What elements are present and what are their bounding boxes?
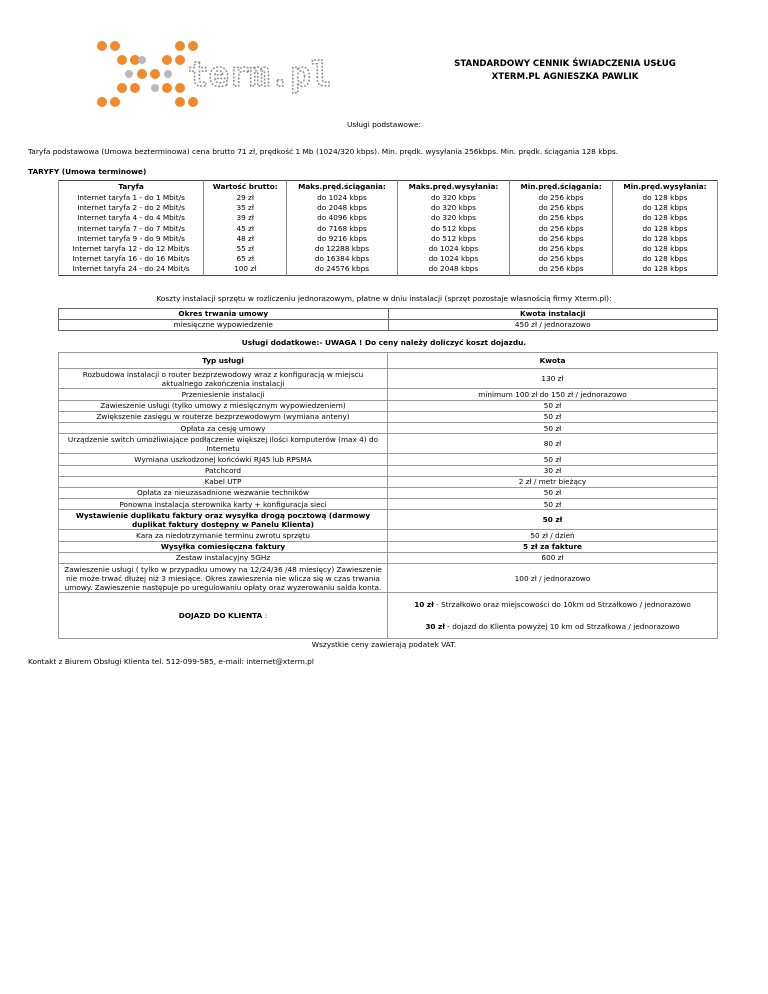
tariff-cell: 29 zł [204,193,287,203]
basic-tariff-text: Taryfa podstawowa (Umowa bezterminowa) cena brutto 71 zł, prędkość 1 Mb (1024/320 kbps). Min. prędk. wysyłania 256kbps. Min. prędk. ściągania 128 kbps. [28,147,619,156]
service-name: Zwiększenie zasięgu w routerze bezprzewodowym (wymiana anteny) [59,411,388,422]
tariffs-col-header: Min.pręd.wysyłania: [612,181,717,194]
tariff-cell: do 128 kbps [612,224,717,234]
tariff-cell: do 4096 kbps [287,213,397,223]
tariff-cell: Internet taryfa 9 - do 9 Mbit/s [59,234,204,244]
tariffs-header-row [59,181,718,194]
dojazd-line-1 [392,594,713,616]
table-row [59,564,718,593]
tariff-cell: do 256 kbps [510,203,613,213]
tariff-cell: 39 zł [204,213,287,223]
install-col-amount: Kwota instalacji [388,309,718,320]
table-row [59,499,718,510]
table-row [59,320,718,331]
dojazd-amount-2: 30 zł [425,621,445,631]
service-price: 80 zł [388,434,718,454]
table-row [59,193,718,203]
services-col-amount: Kwota [388,353,718,369]
table-row [59,400,718,411]
tariffs-col-header: Taryfa [59,181,204,194]
table-row [59,510,718,530]
tariff-cell: Internet taryfa 7 - do 7 Mbit/s [59,224,204,234]
services-header-row [59,353,718,369]
service-name: Patchcord [59,465,388,476]
tariff-cell: Internet taryfa 4 - do 4 Mbit/s [59,213,204,223]
tariff-cell: do 16384 kbps [287,254,397,264]
service-name: Zawieszenie usługi (tylko umowy z miesięcznym wypowiedzeniem) [59,400,388,411]
tariffs-col-header: Maks.pręd.ściągania: [287,181,397,194]
tariffs-table [58,180,718,276]
service-name: Urządzenie switch umożliwiające podłączenie większej ilości komputerów (max 4) do Internetu [59,434,388,454]
service-price: minimum 100 zł do 150 zł / jednorazowo [388,389,718,400]
table-row [59,203,718,213]
tariff-cell: do 320 kbps [397,213,510,223]
dojazd-row [59,593,718,639]
install-note: Koszty instalacji sprzętu w rozliczeniu jednorazowym, płatne w dniu instalacji (sprzęt pozostaje własnością firmy Xterm.pl): [156,294,612,303]
service-price: 50 zł / dzień [388,530,718,541]
tariff-cell: do 128 kbps [612,234,717,244]
tariff-cell: Internet taryfa 1 - do 1 Mbit/s [59,193,204,203]
tariff-cell: do 256 kbps [510,193,613,203]
table-row [59,389,718,400]
tariff-cell: do 1024 kbps [397,254,510,264]
service-price: 5 zł za fakture [388,541,718,552]
tariff-cell: do 128 kbps [612,193,717,203]
extra-services-heading: Usługi dodatkowe:- UWAGA ! Do ceny należy doliczyć koszt dojazdu. [241,338,527,347]
tariff-cell: Internet taryfa 16 - do 16 Mbit/s [59,254,204,264]
service-name: Zestaw instalacyjny 5GHz [59,552,388,563]
service-name: Rozbudowa instalacji o router bezprzewodowy wraz z konfiguracją w miejscu aktualnego zakończenia instalacji [59,369,388,389]
tariff-cell: do 7168 kbps [287,224,397,234]
tariffs-col-header: Min.pręd.ściągania: [510,181,613,194]
tariff-cell: do 256 kbps [510,254,613,264]
table-row [59,541,718,552]
table-row [59,213,718,223]
service-name: Wystawienie duplikatu faktury oraz wysyłka drogą pocztową (darmowy duplikat faktury dostępny w Panelu Klienta) [59,510,388,530]
tariff-cell: Internet taryfa 2 - do 2 Mbit/s [59,203,204,213]
service-price: 2 zł / metr bieżący [388,476,718,487]
service-price: 50 zł [388,422,718,433]
tariff-cell: do 24576 kbps [287,264,397,275]
table-row [59,476,718,487]
service-price: 50 zł [388,510,718,530]
service-name: Zawieszenie usługi ( tylko w przypadku umowy na 12/24/36 /48 miesięcy) Zawieszenie nie może trwać dłużej niż 3 miesiące. Okres zawieszenia nie wlicza się w czas trwania umowy. Zawieszenie następuje po uregulowaniu opłaty oraz wyzerowaniu salda konta. [59,564,388,593]
install-col-period: Okres trwania umowy [59,309,389,320]
tariff-cell: do 512 kbps [397,224,510,234]
table-row [59,411,718,422]
tariffs-body [59,193,718,275]
tariff-cell: do 9216 kbps [287,234,397,244]
vat-note: Wszystkie ceny zawierają podatek VAT. [311,640,457,649]
tariff-cell: do 512 kbps [397,234,510,244]
service-price: 50 zł [388,454,718,465]
install-period: miesięczne wypowiedzenie [59,320,389,331]
table-row [59,234,718,244]
tariff-cell: do 128 kbps [612,203,717,213]
dojazd-prices [388,593,718,639]
dojazd-text-1: - Strzałkowo oraz miejscowości do 10km od Strzałkowo / jednorazowo [433,599,691,609]
tariff-cell: do 1024 kbps [397,244,510,254]
service-name: Wysyłka comiesięczna faktury [59,541,388,552]
services-body [59,369,718,593]
tariff-cell: do 320 kbps [397,203,510,213]
table-row [59,264,718,275]
tariff-cell: do 128 kbps [612,264,717,275]
xterm-logo [92,40,342,112]
tariff-cell: do 128 kbps [612,244,717,254]
document-title [400,58,730,84]
tariff-cell: 35 zł [204,203,287,213]
tariff-cell: do 256 kbps [510,234,613,244]
table-row [59,454,718,465]
service-price: 130 zł [388,369,718,389]
table-row [59,244,718,254]
table-row [59,487,718,498]
service-price: 50 zł [388,499,718,510]
table-row [59,552,718,563]
service-name: Kara za niedotrzymanie terminu zwrotu sprzętu [59,530,388,541]
table-row [59,465,718,476]
install-header-row [59,309,718,320]
dojazd-label: DOJAZD DO KLIENTA [178,611,263,621]
tariff-cell: do 256 kbps [510,264,613,275]
service-price: 50 zł [388,411,718,422]
service-price: 50 zł [388,400,718,411]
tariff-cell: Internet taryfa 12 - do 12 Mbit/s [59,244,204,254]
title-line-1: STANDARDOWY CENNIK ŚWIADCZENIA USŁUG [454,59,676,69]
tariffs-col-header: Wartość brutto: [204,181,287,194]
tariff-cell: do 2048 kbps [397,264,510,275]
tariff-cell: 45 zł [204,224,287,234]
tariff-cell: do 12288 kbps [287,244,397,254]
tariff-cell: 48 zł [204,234,287,244]
tariff-cell: do 128 kbps [612,254,717,264]
table-row [59,369,718,389]
tariff-cell: do 2048 kbps [287,203,397,213]
tariff-cell: do 256 kbps [510,224,613,234]
services-col-type: Typ usługi [59,353,388,369]
service-name: Opłata za cesję umowy [59,422,388,433]
tariff-cell: do 256 kbps [510,244,613,254]
dojazd-colon: : [264,611,268,621]
tariff-cell: do 320 kbps [397,193,510,203]
dojazd-amount-1: 10 zł [414,599,434,609]
service-name: Wymiana uszkodzonej końcówki RJ45 lub RPSMA [59,454,388,465]
tariff-cell: 100 zł [204,264,287,275]
install-table [58,308,718,331]
service-price: 100 zł / jednorazowo [388,564,718,593]
tariff-cell: 55 zł [204,244,287,254]
service-name: Przeniesienie instalacji [59,389,388,400]
service-price: 30 zł [388,465,718,476]
tariffs-col-header: Maks.pręd.wysyłania: [397,181,510,194]
tariff-cell: do 1024 kbps [287,193,397,203]
table-row [59,530,718,541]
basic-services-heading: Usługi podstawowe: [347,120,421,129]
install-amount: 450 zł / jednorazowo [388,320,718,331]
logo-wordmark: term.pl [188,55,332,95]
service-price: 600 zł [388,552,718,563]
title-line-2: XTERM.PL AGNIESZKA PAWLIK [491,72,639,82]
xterm-dot-logo-icon [97,41,198,107]
service-price: 50 zł [388,487,718,498]
contact-info: Kontakt z Biurem Obsługi Klienta tel. 512-099-585, e-mail: internet@xterm.pl [28,657,314,666]
dojazd-line-2 [392,616,713,638]
tariff-cell: 65 zł [204,254,287,264]
table-row [59,254,718,264]
service-name: Ponowna instalacja sterownika karty + konfiguracja sieci [59,499,388,510]
table-row [59,422,718,433]
tariff-cell: do 256 kbps [510,213,613,223]
service-name: Kabel UTP [59,476,388,487]
table-row [59,224,718,234]
dojazd-label-cell [59,593,388,639]
extra-services-table [58,352,718,639]
tariffs-heading: TARYFY (Umowa terminowe) [28,167,147,176]
tariff-cell: Internet taryfa 24 - do 24 Mbit/s [59,264,204,275]
tariff-cell: do 128 kbps [612,213,717,223]
service-name: Opłata za nieuzasadnione wezwanie techników [59,487,388,498]
table-row [59,434,718,454]
dojazd-text-2: - dojazd do Klienta powyżej 10 km od Strzałkowa / jednorazowo [444,621,680,631]
